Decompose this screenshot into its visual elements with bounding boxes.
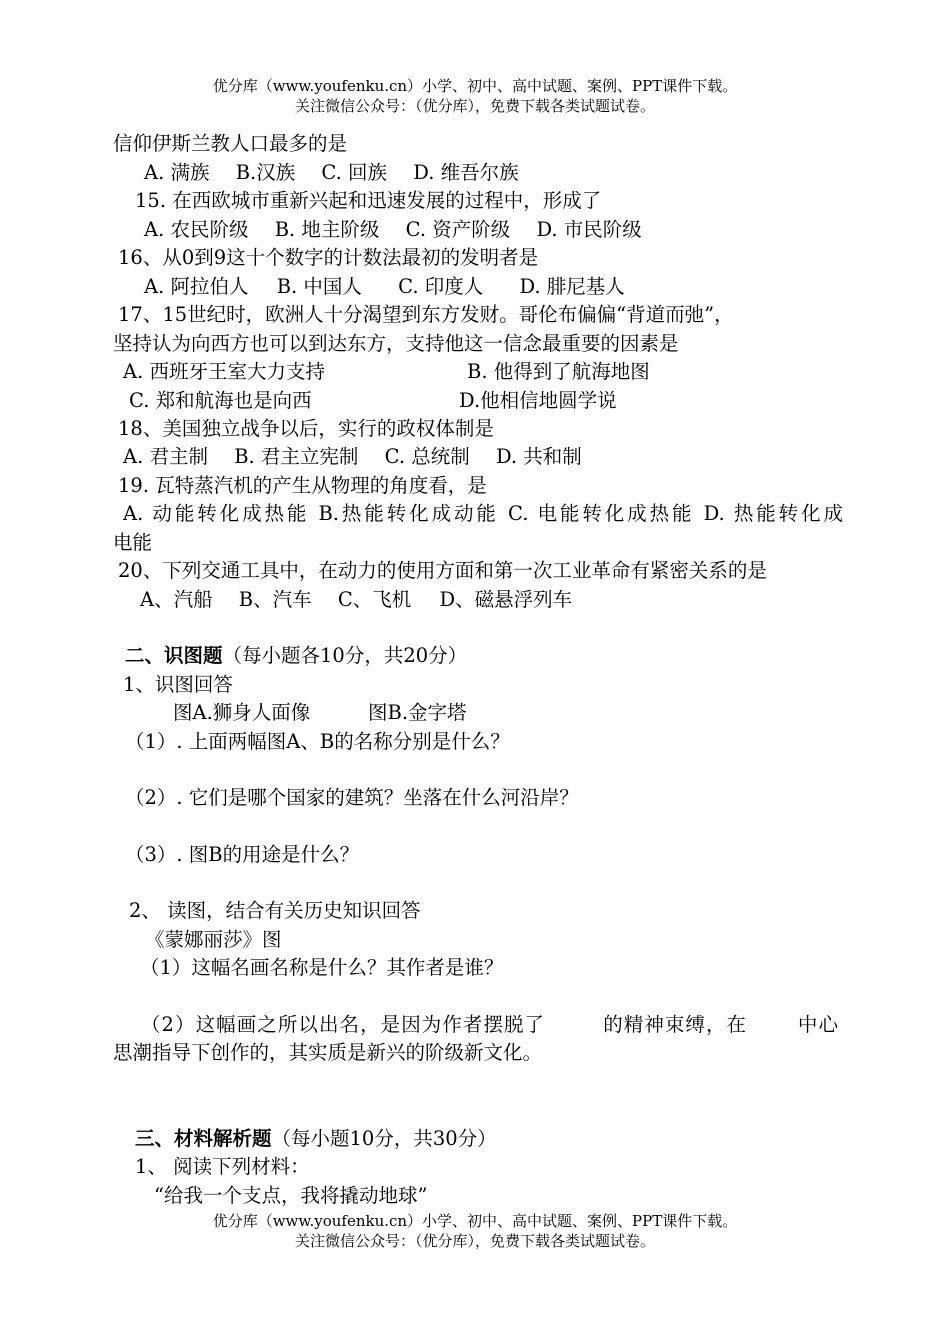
q14-options — [113, 160, 843, 186]
q14-option-c: C. 回族 — [321, 161, 388, 184]
q14-option-b: B.汉族 — [235, 161, 296, 184]
q17-option-a: A. 西班牙王室大力支持 — [123, 360, 325, 383]
q14-stem: 信仰伊斯兰教人口最多的是 — [113, 132, 348, 155]
q20-option-b: B、汽车 — [238, 588, 312, 611]
section3-heading — [135, 1126, 865, 1152]
s3q1-stem: 1、 阅读下列材料： — [135, 1155, 310, 1178]
caption-figure-a: 图A.狮身人面像 — [173, 701, 311, 724]
s3q1-quote: “给我一个支点，我将撬动地球” — [154, 1184, 428, 1207]
q20-stem: 20、下列交通工具中，在动力的使用方面和第一次工业革命有紧密关系的是 — [118, 559, 767, 582]
q15-option-d: D. 市民阶级 — [536, 218, 642, 241]
q16-option-c: C. 印度人 — [398, 275, 484, 298]
s2q1-sub3: （3）. 图B的用途是什么？ — [125, 843, 360, 866]
section2-heading — [125, 643, 855, 669]
q14-option-a: A. 满族 — [144, 161, 210, 184]
page-footer-line2: 关注微信公众号：（优分库），免费下载各类试题试卷。 — [294, 1232, 655, 1250]
q16-stem: 16、从0到9这十个数字的计数法最初的发明者是 — [118, 246, 539, 269]
q17-stem-line1: 17、15世纪时，欧洲人十分渴望到东方发财。哥伦布偏偏“背道而弛”， — [118, 303, 734, 326]
q15-option-c: C. 资产阶级 — [405, 218, 511, 241]
q18-option-b: B. 君主立宪制 — [234, 445, 359, 468]
q19-stem: 19. 瓦特蒸汽机的产生从物理的角度看，是 — [118, 474, 487, 497]
q17-option-d: D.他相信地圆学说 — [459, 389, 617, 412]
section3-title: 三、材料解析题 — [135, 1127, 272, 1150]
q18-options — [113, 444, 843, 470]
q16-option-d: D. 腓尼基人 — [519, 275, 625, 298]
q20-option-a: A、汽船 — [140, 588, 213, 611]
s2q2-caption: 《蒙娜丽莎》图 — [145, 928, 282, 951]
caption-figure-b: 图B.金字塔 — [368, 701, 467, 724]
s2q1-sub1: （1）. 上面两幅图A、B的名称分别是什么？ — [125, 730, 510, 753]
s2q2-sub2-line1: （2）这幅画之所以出名，是因为作者摆脱了 的精神束缚，在 中心 — [141, 1013, 838, 1036]
page-footer-line1: 优分库（www.youfenku.cn）小学、初中、高中试题、案例、PPT课件下载。 — [212, 1212, 738, 1230]
q18-option-c: C. 总统制 — [384, 445, 470, 468]
q17-stem-line2: 坚持认为向西方也可以到达东方，支持他这一信念最重要的因素是 — [113, 332, 679, 355]
q15-options — [113, 217, 843, 243]
q20-option-c: C、飞机 — [337, 588, 412, 611]
q19-options-line1: A. 动能转化成热能 B.热能转化成动能 C. 电能转化成热能 D. 热能转化成 — [123, 502, 843, 525]
q16-option-a: A. 阿拉伯人 — [144, 275, 249, 298]
s2q2-sub2-line2: 思潮指导下创作的，其实质是新兴的阶级新文化。 — [113, 1041, 543, 1064]
q20-option-d: D、磁悬浮列车 — [439, 588, 573, 611]
q17-option-b: B. 他得到了航海地图 — [467, 360, 650, 383]
page-header-line1: 优分库（www.youfenku.cn）小学、初中、高中试题、案例、PPT课件下载。 — [212, 77, 738, 95]
q20-options — [113, 587, 843, 613]
section2-title: 二、识图题 — [125, 644, 223, 667]
s2q2-stem: 2、 读图，结合有关历史知识回答 — [129, 899, 421, 922]
page-header-line2: 关注微信公众号：（优分库），免费下载各类试题试卷。 — [294, 97, 655, 115]
q14-option-d: D. 维吾尔族 — [413, 161, 519, 184]
q15-option-a: A. 农民阶级 — [144, 218, 249, 241]
s2q2-sub1: （1）这幅名画名称是什么？其作者是谁？ — [140, 956, 504, 979]
s2q1-sub2: （2）. 它们是哪个国家的建筑？坐落在什么河沿岸？ — [125, 786, 579, 809]
q18-stem: 18、美国独立战争以后，实行的政权体制是 — [118, 417, 494, 440]
q17-option-c: C. 郑和航海也是向西 — [129, 389, 312, 412]
q18-option-d: D. 共和制 — [495, 445, 582, 468]
q18-option-a: A. 君主制 — [123, 445, 208, 468]
q19-options-line2: 电能 — [113, 531, 153, 554]
s2q1-stem: 1、识图回答 — [123, 673, 233, 696]
q16-option-b: B. 中国人 — [276, 275, 362, 298]
q16-options — [113, 274, 843, 300]
q15-stem: 15. 在西欧城市重新兴起和迅速发展的过程中，形成了 — [135, 189, 602, 212]
section3-note: （每小题10分，共30分） — [271, 1127, 497, 1150]
q15-option-b: B. 地主阶级 — [274, 218, 380, 241]
section2-note: （每小题各10分，共20分） — [222, 644, 468, 667]
